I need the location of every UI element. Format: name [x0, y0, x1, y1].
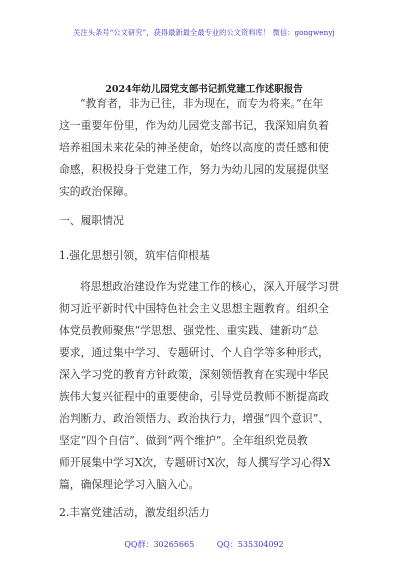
- body-line: 将思想政治建设作为党建工作的核心，深入开展学习贯: [80, 280, 340, 293]
- contact-footer: [0, 539, 408, 550]
- subsection-heading: 2.丰富党建活动，激发组织活力: [59, 506, 210, 519]
- body-paragraph: [59, 276, 354, 496]
- body-line: 彻习近平新时代中国特色社会主义思想主题教育。组织全: [59, 302, 329, 315]
- body-line: 治判断力、政治领悟力、政治执行力，增强“四个意识”、: [59, 412, 330, 425]
- qq-group-text: QQ群：30265665: [124, 540, 195, 549]
- intro-line: 培养祖国未来花朵的神圣使命，始终以高度的责任感和使: [59, 141, 329, 154]
- intro-line: 命感，积极投身于党建工作，努力为幼儿园的发展提供坚: [59, 163, 329, 176]
- body-line: 族伟大复兴征程中的重要使命，引导党员教师不断提高政: [59, 390, 329, 403]
- body-line: 坚定“四个自信”、做到“两个维护”。全年组织党员教: [59, 434, 308, 447]
- subsection-heading: 1.强化思想引领，筑牢信仰根基: [59, 249, 210, 262]
- qq-number-text: QQ：535304092: [216, 540, 284, 549]
- body-line: 师开展集中学习X次，专题研讨X次，每人撰写学习心得X: [59, 456, 331, 469]
- intro-line: 实的政治保障。: [59, 185, 135, 198]
- promo-banner: 关注头条号“公文研究”，获得最新最全最专业的公文资料库！ 微信：gongwenyj: [73, 28, 335, 37]
- section-heading: 一、履职情况: [59, 214, 124, 227]
- body-line: 深入学习党的教育方针政策，深刻领悟教育在实现中华民: [59, 368, 329, 381]
- body-line: 要求，通过集中学习、专题研讨、个人自学等多种形式，: [59, 346, 329, 359]
- document-title: 2024年幼儿园党支部书记抓党建工作述职报告: [105, 84, 303, 95]
- body-line: 体党员教师聚焦“学思想、强党性、重实践、建新功”总: [59, 324, 319, 337]
- intro-line: 这一重要年份里，作为幼儿园党支部书记，我深知肩负着: [59, 119, 329, 132]
- body-line: 篇，确保理论学习入脑入心。: [59, 478, 200, 491]
- intro-paragraph: [59, 93, 354, 203]
- intro-line: “教育者，非为已往，非为现在，而专为将来。”在年: [80, 97, 324, 110]
